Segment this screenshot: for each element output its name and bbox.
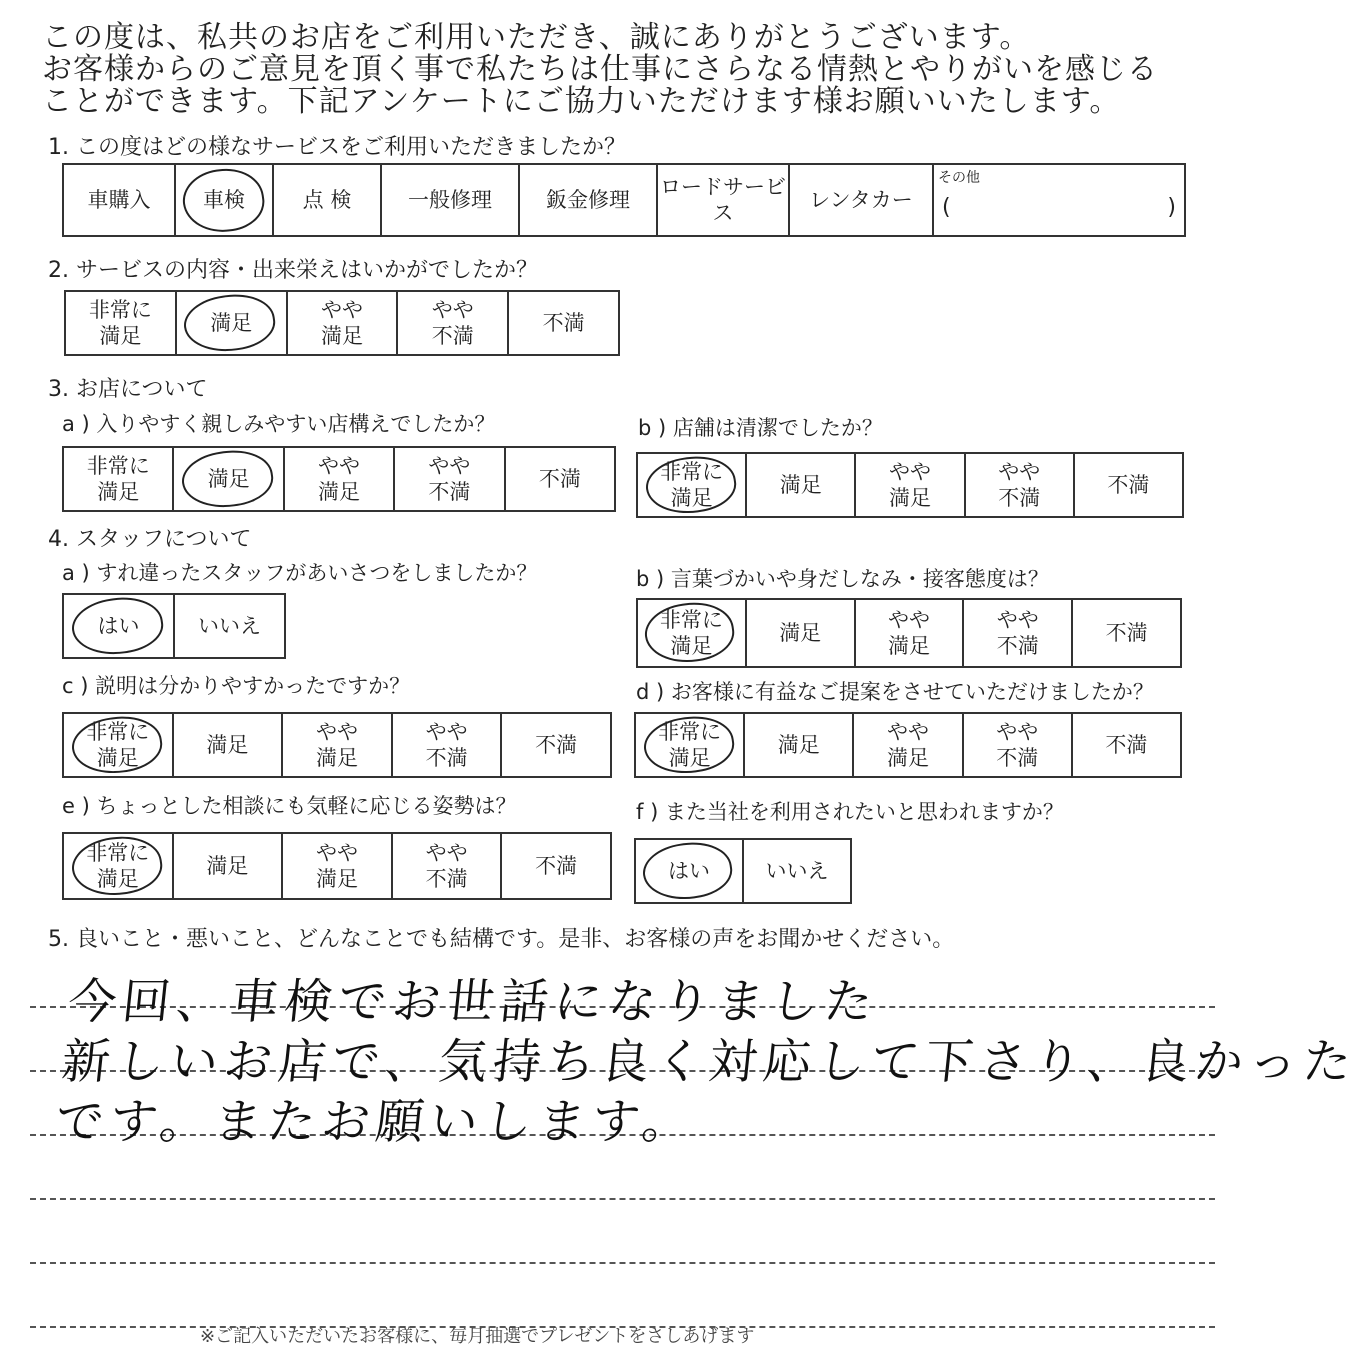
option-label: やや 満足 — [320, 298, 363, 348]
option-label: やや 不満 — [431, 298, 474, 348]
option-cell[interactable] — [520, 165, 658, 235]
option-cell[interactable] — [502, 834, 610, 898]
option-label: 満足 — [207, 467, 250, 491]
option-label: 不満 — [1105, 621, 1148, 645]
question-3a-options — [62, 446, 616, 512]
option-cell[interactable] — [790, 165, 934, 235]
option-label: ロードサービス — [660, 175, 786, 225]
option-cell[interactable] — [174, 714, 284, 776]
open-paren: ( — [942, 195, 951, 220]
intro-text — [42, 22, 1222, 118]
option-cell[interactable] — [395, 448, 505, 510]
option-label: 満足 — [777, 733, 820, 757]
question-2-label: 2. サービスの内容・出来栄えはいかがでしたか？ — [48, 258, 538, 283]
option-cell[interactable] — [638, 600, 747, 666]
option-label: 一般修理 — [408, 188, 492, 212]
option-label: 満足 — [210, 311, 253, 335]
option-label: 満足 — [206, 733, 249, 757]
other-option-field[interactable] — [934, 165, 1184, 235]
option-label: いいえ — [198, 614, 261, 638]
question-4a-options — [62, 593, 286, 659]
option-cell[interactable] — [638, 454, 747, 516]
option-label: やや 不満 — [996, 720, 1039, 770]
question-2-options — [64, 290, 620, 356]
option-label: 不満 — [1107, 473, 1150, 497]
option-cell[interactable] — [964, 714, 1073, 776]
option-cell[interactable] — [283, 834, 393, 898]
question-4f-options — [634, 838, 852, 904]
option-label: 非常に 満足 — [660, 460, 724, 510]
question-4c-options — [62, 712, 612, 778]
option-label: 非常に 満足 — [659, 608, 723, 658]
other-input — [942, 195, 1176, 221]
option-cell[interactable] — [502, 714, 610, 776]
option-label: 非常に 満足 — [658, 720, 722, 770]
option-cell[interactable] — [283, 714, 393, 776]
footer-note: ※ご記入いただいたお客様に、毎月抽選でプレゼントをさしあげます — [200, 1326, 755, 1347]
option-cell[interactable] — [744, 840, 850, 902]
option-label: 不満 — [535, 733, 578, 757]
option-label: 点 検 — [302, 188, 352, 212]
option-label: やや 満足 — [315, 720, 358, 770]
option-label: やや 不満 — [998, 460, 1041, 510]
option-cell[interactable] — [745, 714, 854, 776]
option-cell[interactable] — [1073, 714, 1180, 776]
option-cell[interactable] — [966, 454, 1075, 516]
answer-text-line: です。またお願いします。 — [52, 1094, 699, 1150]
option-label: 満足 — [779, 473, 822, 497]
option-cell[interactable] — [856, 600, 965, 666]
option-cell[interactable] — [64, 714, 174, 776]
option-label: 不満 — [538, 467, 581, 491]
option-cell[interactable] — [64, 165, 176, 235]
option-cell[interactable] — [636, 714, 745, 776]
option-cell[interactable] — [64, 448, 174, 510]
option-label: はい — [97, 614, 140, 638]
option-cell[interactable] — [175, 595, 284, 657]
intro-line: この度は、私共のお店をご利用いただき、誠にありがとうございます。 — [42, 20, 1031, 55]
handwritten-answer — [52, 972, 1360, 1152]
option-cell[interactable] — [64, 595, 175, 657]
option-cell[interactable] — [285, 448, 395, 510]
option-cell[interactable] — [177, 292, 288, 354]
question-3-label: 3. お店について — [48, 377, 208, 402]
option-cell[interactable] — [174, 834, 284, 898]
other-label: その他 — [938, 170, 980, 186]
option-label: やや 満足 — [887, 720, 929, 770]
option-cell[interactable] — [747, 600, 856, 666]
question-4c-label: c ) 説明は分かりやすかったですか？ — [62, 674, 411, 698]
intro-line: ことができます。下記アンケートにご協力いただけます様お願いいたします。 — [42, 84, 1121, 119]
question-4b-label: b ) 言葉づかいや身だしなみ・接客態度は？ — [636, 567, 1049, 591]
option-label: やや 満足 — [887, 608, 930, 658]
option-cell[interactable] — [393, 834, 503, 898]
option-cell[interactable] — [398, 292, 509, 354]
option-label: やや 満足 — [315, 841, 358, 891]
option-label: やや 不満 — [428, 454, 471, 504]
option-cell[interactable] — [174, 448, 284, 510]
option-label: 非常に 満足 — [86, 454, 150, 504]
question-4e-label: e ) ちょっとした相談にも気軽に応じる姿勢は？ — [62, 794, 517, 818]
option-cell[interactable] — [747, 454, 856, 516]
option-cell[interactable] — [1073, 600, 1180, 666]
option-cell[interactable] — [288, 292, 399, 354]
option-label: 非常に 満足 — [86, 841, 150, 891]
question-1-options — [62, 163, 1186, 237]
answer-text-line: 新しいお店で、気持ち良く対応して下さり、良かった — [59, 1034, 1360, 1090]
option-cell[interactable] — [64, 834, 174, 898]
question-3b-label: b ) 店舗は清潔でしたか？ — [638, 416, 883, 440]
option-cell[interactable] — [1075, 454, 1182, 516]
option-label: 非常に 満足 — [86, 720, 150, 770]
option-cell[interactable] — [854, 714, 963, 776]
option-label: 非常に 満足 — [88, 298, 152, 348]
question-1-label: 1. この度はどの様なサービスをご利用いただきましたか？ — [48, 135, 626, 160]
question-4d-label: d ) お客様に有益なご提案をさせていただけましたか？ — [636, 680, 1154, 704]
option-cell[interactable] — [382, 165, 520, 235]
question-4d-options — [634, 712, 1182, 778]
option-cell[interactable] — [509, 292, 618, 354]
option-cell[interactable] — [393, 714, 503, 776]
option-cell[interactable] — [964, 600, 1073, 666]
question-4a-label: a ) すれ違ったスタッフがあいさつをしましたか？ — [62, 561, 538, 585]
option-label: 満足 — [779, 621, 822, 645]
option-label: やや 不満 — [996, 608, 1039, 658]
option-label: やや 不満 — [425, 720, 468, 770]
option-label: 満足 — [206, 854, 249, 878]
option-label: レンタカー — [809, 188, 913, 212]
option-label: 車購入 — [87, 188, 151, 212]
question-4-label: 4. スタッフについて — [48, 527, 252, 552]
option-label: 不満 — [542, 311, 585, 335]
option-cell[interactable] — [274, 165, 382, 235]
answer-line — [30, 1198, 1215, 1200]
question-4f-label: f ) また当社を利用されたいと思われますか？ — [636, 800, 1064, 824]
option-cell[interactable] — [856, 454, 965, 516]
option-label: 不満 — [535, 854, 578, 878]
option-label: いいえ — [765, 859, 829, 883]
question-4e-options — [62, 832, 612, 900]
option-cell[interactable] — [506, 448, 614, 510]
question-3b-options — [636, 452, 1184, 518]
option-label: 不満 — [1105, 733, 1148, 757]
option-label: はい — [668, 859, 710, 883]
option-cell[interactable] — [176, 165, 274, 235]
option-cell[interactable] — [66, 292, 177, 354]
question-4b-options — [636, 598, 1182, 668]
option-label: やや 満足 — [318, 454, 361, 504]
intro-line: お客様からのご意見を頂く事で私たちは仕事にさらなる情熱とやりがいを感じる — [42, 52, 1158, 87]
answer-line — [30, 1262, 1215, 1264]
option-label: 車検 — [203, 188, 245, 212]
option-cell[interactable] — [658, 165, 790, 235]
question-3a-label: a ) 入りやすく親しみやすい店構えでしたか？ — [62, 412, 496, 436]
option-cell[interactable] — [636, 840, 744, 902]
option-label: やや 不満 — [425, 841, 468, 891]
answer-text-line: 今回、車検でお世話になりました — [65, 974, 882, 1030]
close-paren: ) — [1167, 195, 1176, 220]
option-label: 鈑金修理 — [546, 188, 630, 212]
question-5-label: 5. 良いこと・悪いこと、どんなことでも結構です。是非、お客様の声をお聞かせください。 — [48, 927, 955, 952]
option-label: やや 満足 — [889, 460, 931, 510]
